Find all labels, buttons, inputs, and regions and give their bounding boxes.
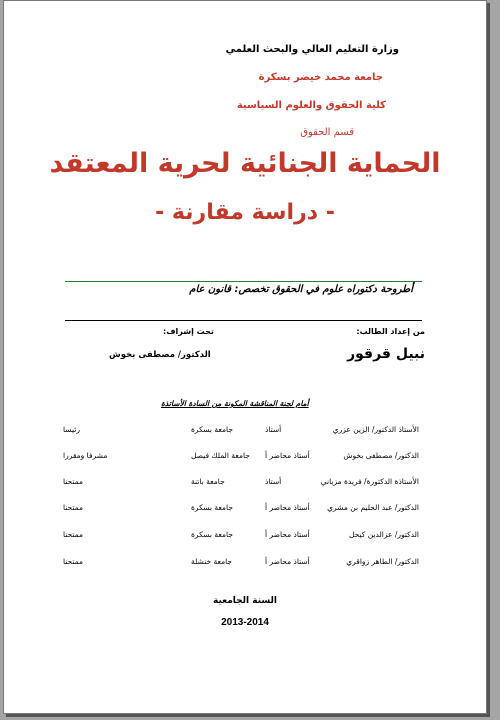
supervisor-name: الدكتور/ مصطفى بخوش bbox=[109, 350, 211, 360]
title-divider-line bbox=[65, 281, 422, 282]
department-name: قسم الحقوق bbox=[300, 127, 354, 138]
jury-member-name: الدكتور/ عبد الحليم بن مشري bbox=[327, 503, 419, 512]
jury-title: أمام لجنة المناقشة المكونة من السادة الأساتذة bbox=[161, 399, 309, 408]
jury-member-rank: أستاذ bbox=[265, 425, 282, 434]
jury-member-name: الأستاذة الدكتورة/ فريدة مزياني bbox=[320, 477, 419, 486]
jury-member-university: جامعة باتنة bbox=[191, 477, 225, 486]
university-name: جامعة محمد خيضر بسكرة bbox=[258, 72, 383, 83]
jury-row bbox=[3, 477, 487, 489]
thesis-title: الحماية الجنائية لحرية المعتقد bbox=[49, 148, 441, 179]
jury-member-rank: أستاذ محاضر أ bbox=[265, 557, 310, 566]
jury-member-university: جامعة بسكرة bbox=[191, 503, 233, 512]
supervisor-label: تحت إشراف: bbox=[163, 327, 214, 336]
faculty-name: كلية الحقوق والعلوم السياسية bbox=[236, 100, 386, 111]
jury-member-role: ممتحنا bbox=[63, 503, 84, 512]
student-name: نبيل قرقور bbox=[347, 346, 425, 362]
jury-member-university: جامعة خنشلة bbox=[191, 557, 233, 566]
jury-member-rank: أستاذ bbox=[265, 477, 282, 486]
jury-member-role: ممتحنا bbox=[63, 477, 84, 486]
jury-member-name: الأستاذ الدكتور/ الزين عزري bbox=[332, 425, 419, 434]
academic-year-label: السنة الجامعية bbox=[212, 596, 277, 606]
jury-member-role: ممتحنا bbox=[63, 530, 84, 539]
jury-member-university: جامعة الملك فيصل bbox=[191, 451, 250, 460]
thesis-subtitle: - دراسة مقارنة - bbox=[155, 200, 335, 225]
jury-member-role: ممتحنا bbox=[63, 557, 84, 566]
jury-member-university: جامعة بسكرة bbox=[191, 530, 233, 539]
jury-member-rank: أستاذ محاضر أ bbox=[265, 451, 310, 460]
ministry-name: وزارة التعليم العالي والبحث العلمي bbox=[225, 44, 399, 55]
jury-member-name: الدكتور/ الطاهر زواقري bbox=[346, 557, 419, 566]
jury-member-university: جامعة بسكرة bbox=[191, 425, 233, 434]
thesis-type: أطروحة دكتوراه علوم في الحقوق تخصص: قانون عام bbox=[189, 284, 413, 295]
student-label: من إعداد الطالب: bbox=[356, 327, 425, 336]
jury-row bbox=[3, 425, 487, 437]
jury-member-rank: أستاذ محاضر أ bbox=[265, 503, 310, 512]
jury-member-role: رئيسا bbox=[63, 425, 80, 434]
jury-row bbox=[3, 557, 487, 569]
document-page bbox=[3, 0, 487, 714]
jury-member-rank: أستاذ محاضر أ bbox=[265, 530, 310, 539]
section-divider-line bbox=[65, 320, 422, 321]
jury-member-role: مشرفا ومقررا bbox=[63, 451, 108, 460]
jury-row bbox=[3, 503, 487, 515]
jury-row bbox=[3, 530, 487, 542]
jury-row bbox=[3, 451, 487, 463]
academic-year: 2013-2014 bbox=[221, 617, 269, 628]
jury-member-name: الدكتور/ مصطفى بخوش bbox=[343, 451, 419, 460]
jury-member-name: الدكتور/ عزالدين كيحل bbox=[348, 530, 419, 539]
